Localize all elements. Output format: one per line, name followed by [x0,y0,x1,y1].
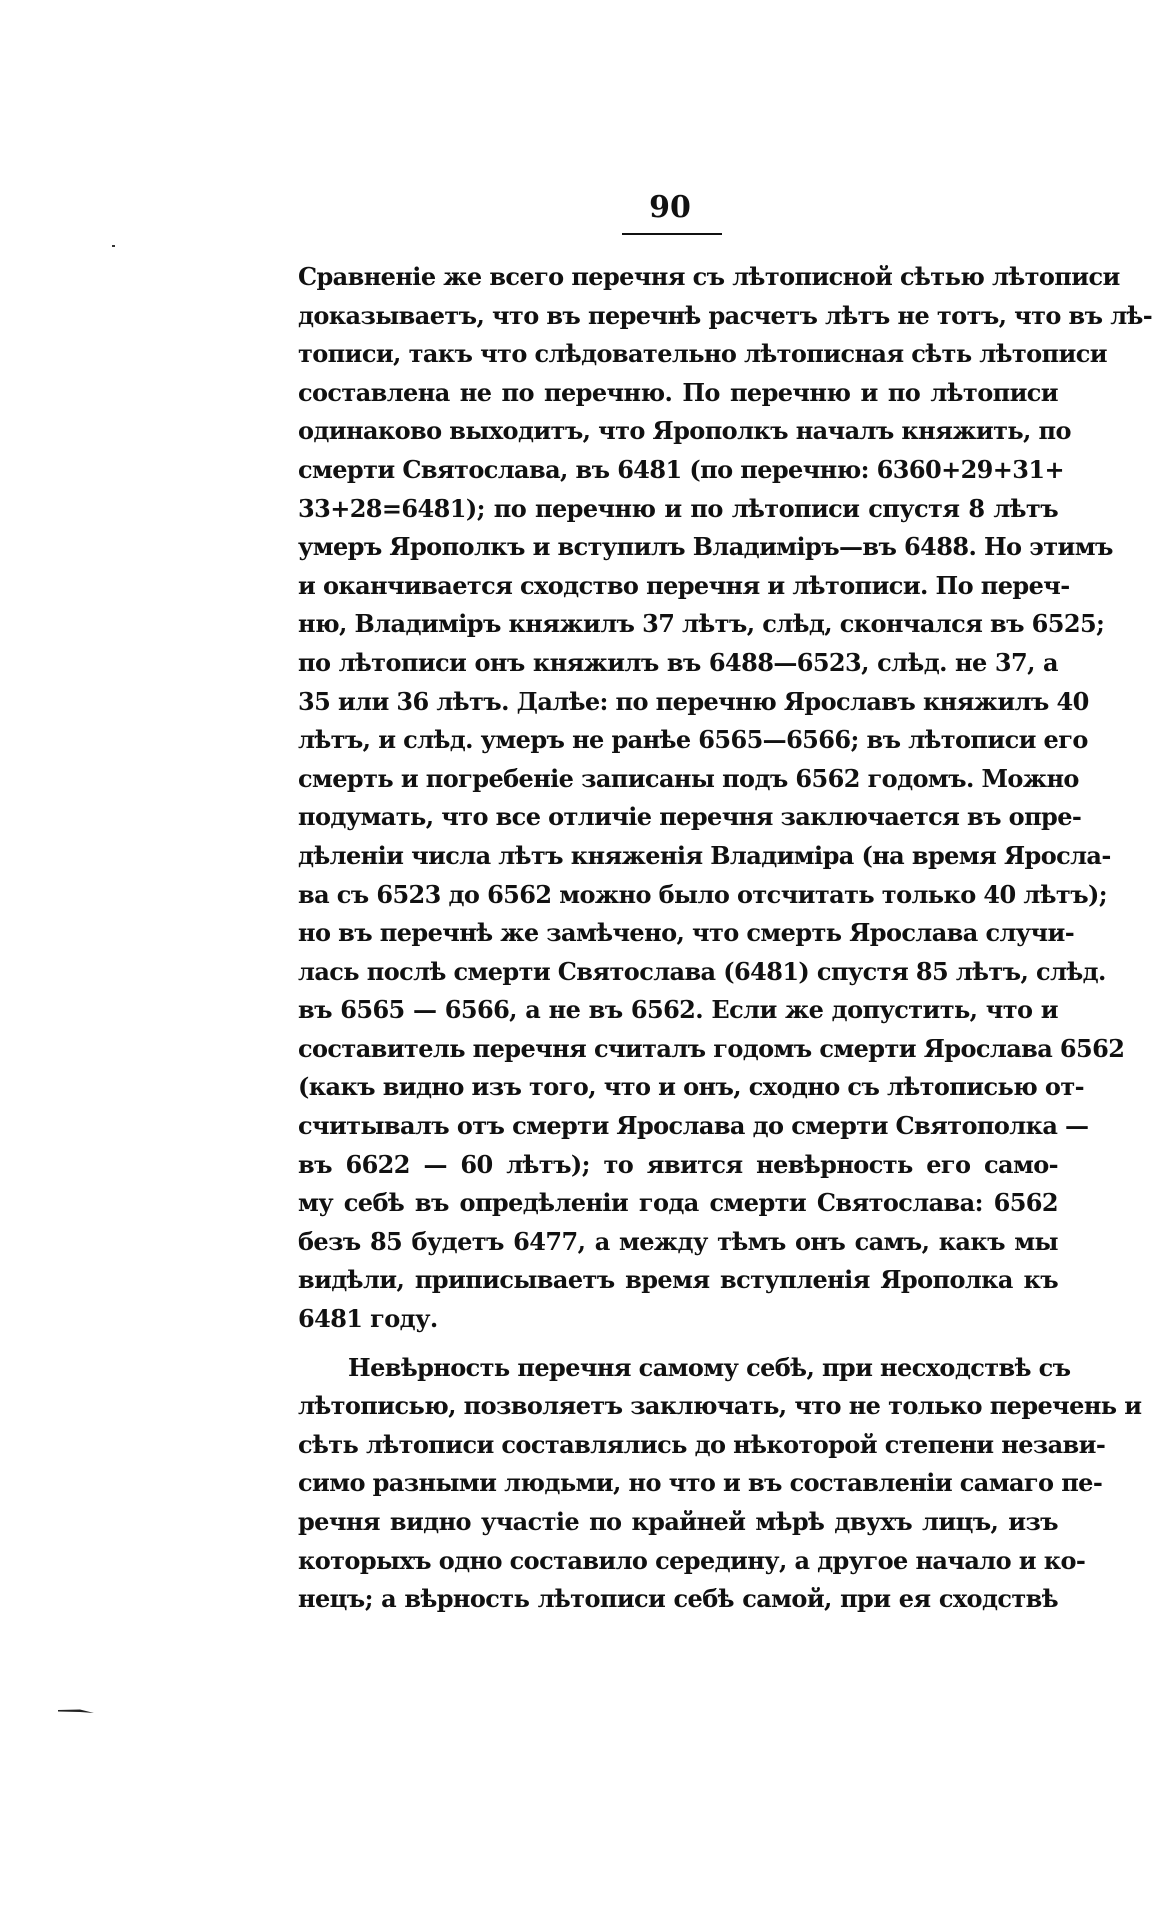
text-line: симо разными людьми, но что и въ составленіи самаго пе- [298,1468,1103,1498]
text-line: ва съ 6523 до 6562 можно было отсчитать только 40 лѣтъ); [298,879,1108,909]
text-line: въ 6565 — 6566, а не въ 6562. Если же допустить, что и [298,995,1058,1025]
text-line: му себѣ въ опредѣленіи года смерти Святослава: 6562 [298,1188,1058,1218]
text-line: нецъ; а вѣрность лѣтописи себѣ самой, при ея сходствѣ [298,1584,1058,1614]
text-line: (какъ видно изъ того, что и онъ, сходно съ лѣтописью от- [298,1072,1084,1102]
print-blot [58,1708,94,1714]
text-line: Сравненіе же всего перечня съ лѣтописной сѣтью лѣтописи [298,262,1120,291]
text-line: сѣть лѣтописи составлялись до нѣкоторой степени незави- [298,1429,1106,1459]
text-line: 33+28=6481); по перечню и по лѣтописи спустя 8 лѣтъ [298,493,1058,523]
text-line: Невѣрность перечня самому себѣ, при несходствѣ съ [348,1352,1071,1382]
text-line: безъ 85 будетъ 6477, а между тѣмъ онъ самъ, какъ мы [298,1226,1058,1256]
text-line: смерть и погребеніе записаны подъ 6562 годомъ. Можно [298,763,1079,793]
page-number: 90 [649,190,691,225]
text-line: 6481 году. [298,1304,438,1334]
text-line: подумать, что все отличіе перечня заключается въ опре- [298,802,1082,832]
text-line: дѣленіи числа лѣтъ княженія Владиміра (на время Яросла- [298,840,1111,870]
paragraph-gap [298,1339,1058,1349]
text-line: въ 6622 — 60 лѣтъ); то явится невѣрность его само- [298,1149,1058,1179]
text-line: которыхъ одно составило середину, а другое начало и ко- [298,1545,1086,1575]
text-line: по лѣтописи онъ княжилъ въ 6488—6523, слѣд. не 37, а [298,647,1058,677]
paragraph-1 [298,258,1152,1339]
text-line: лѣтъ, и слѣд. умеръ не ранѣе 6565—6566; въ лѣтописи его [298,725,1088,755]
page-number-rule [622,233,722,235]
text-line: тописи, такъ что слѣдовательно лѣтописная сѣть лѣтописи [298,339,1107,369]
text-line: видѣли, приписываетъ время вступленія Ярополка къ [298,1265,1058,1295]
text-line: смерти Святослава, въ 6481 (по перечню: 6360+29+31+ [298,454,1064,484]
paragraph-2 [298,1349,1142,1619]
text-line: речня видно участіе по крайней мѣрѣ двухъ лицъ, изъ [298,1507,1058,1536]
text-line: считывалъ отъ смерти Ярослава до смерти Святополка — [298,1111,1089,1141]
body-text [298,258,1152,1619]
text-line: 35 или 36 лѣтъ. Далѣе: по перечню Ярославъ княжилъ 40 [298,686,1089,716]
text-line: доказываетъ, что въ перечнѣ расчетъ лѣтъ не тотъ, что въ лѣ- [298,300,1152,330]
text-line: умеръ Ярополкъ и вступилъ Владиміръ—въ 6488. Но этимъ [298,532,1113,562]
text-line: составлена не по перечню. По перечню и по лѣтописи [298,377,1058,407]
text-line: но въ перечнѣ же замѣчено, что смерть Ярослава случи- [298,918,1075,948]
text-line: одинаково выходитъ, что Ярополкъ началъ княжить, по [298,416,1071,446]
text-line: ню, Владиміръ княжилъ 37 лѣтъ, слѣд, скончался въ 6525; [298,609,1105,639]
text-line: и оканчивается сходство перечня и лѣтописи. По переч- [298,570,1070,600]
print-speck [112,245,115,247]
text-line: лѣтописью, позволяетъ заключать, что не только перечень и [298,1391,1142,1421]
text-line: лась послѣ смерти Святослава (6481) спустя 85 лѣтъ, слѣд. [298,956,1106,986]
text-line: составитель перечня считалъ годомъ смерти Ярослава 6562 [298,1033,1125,1063]
